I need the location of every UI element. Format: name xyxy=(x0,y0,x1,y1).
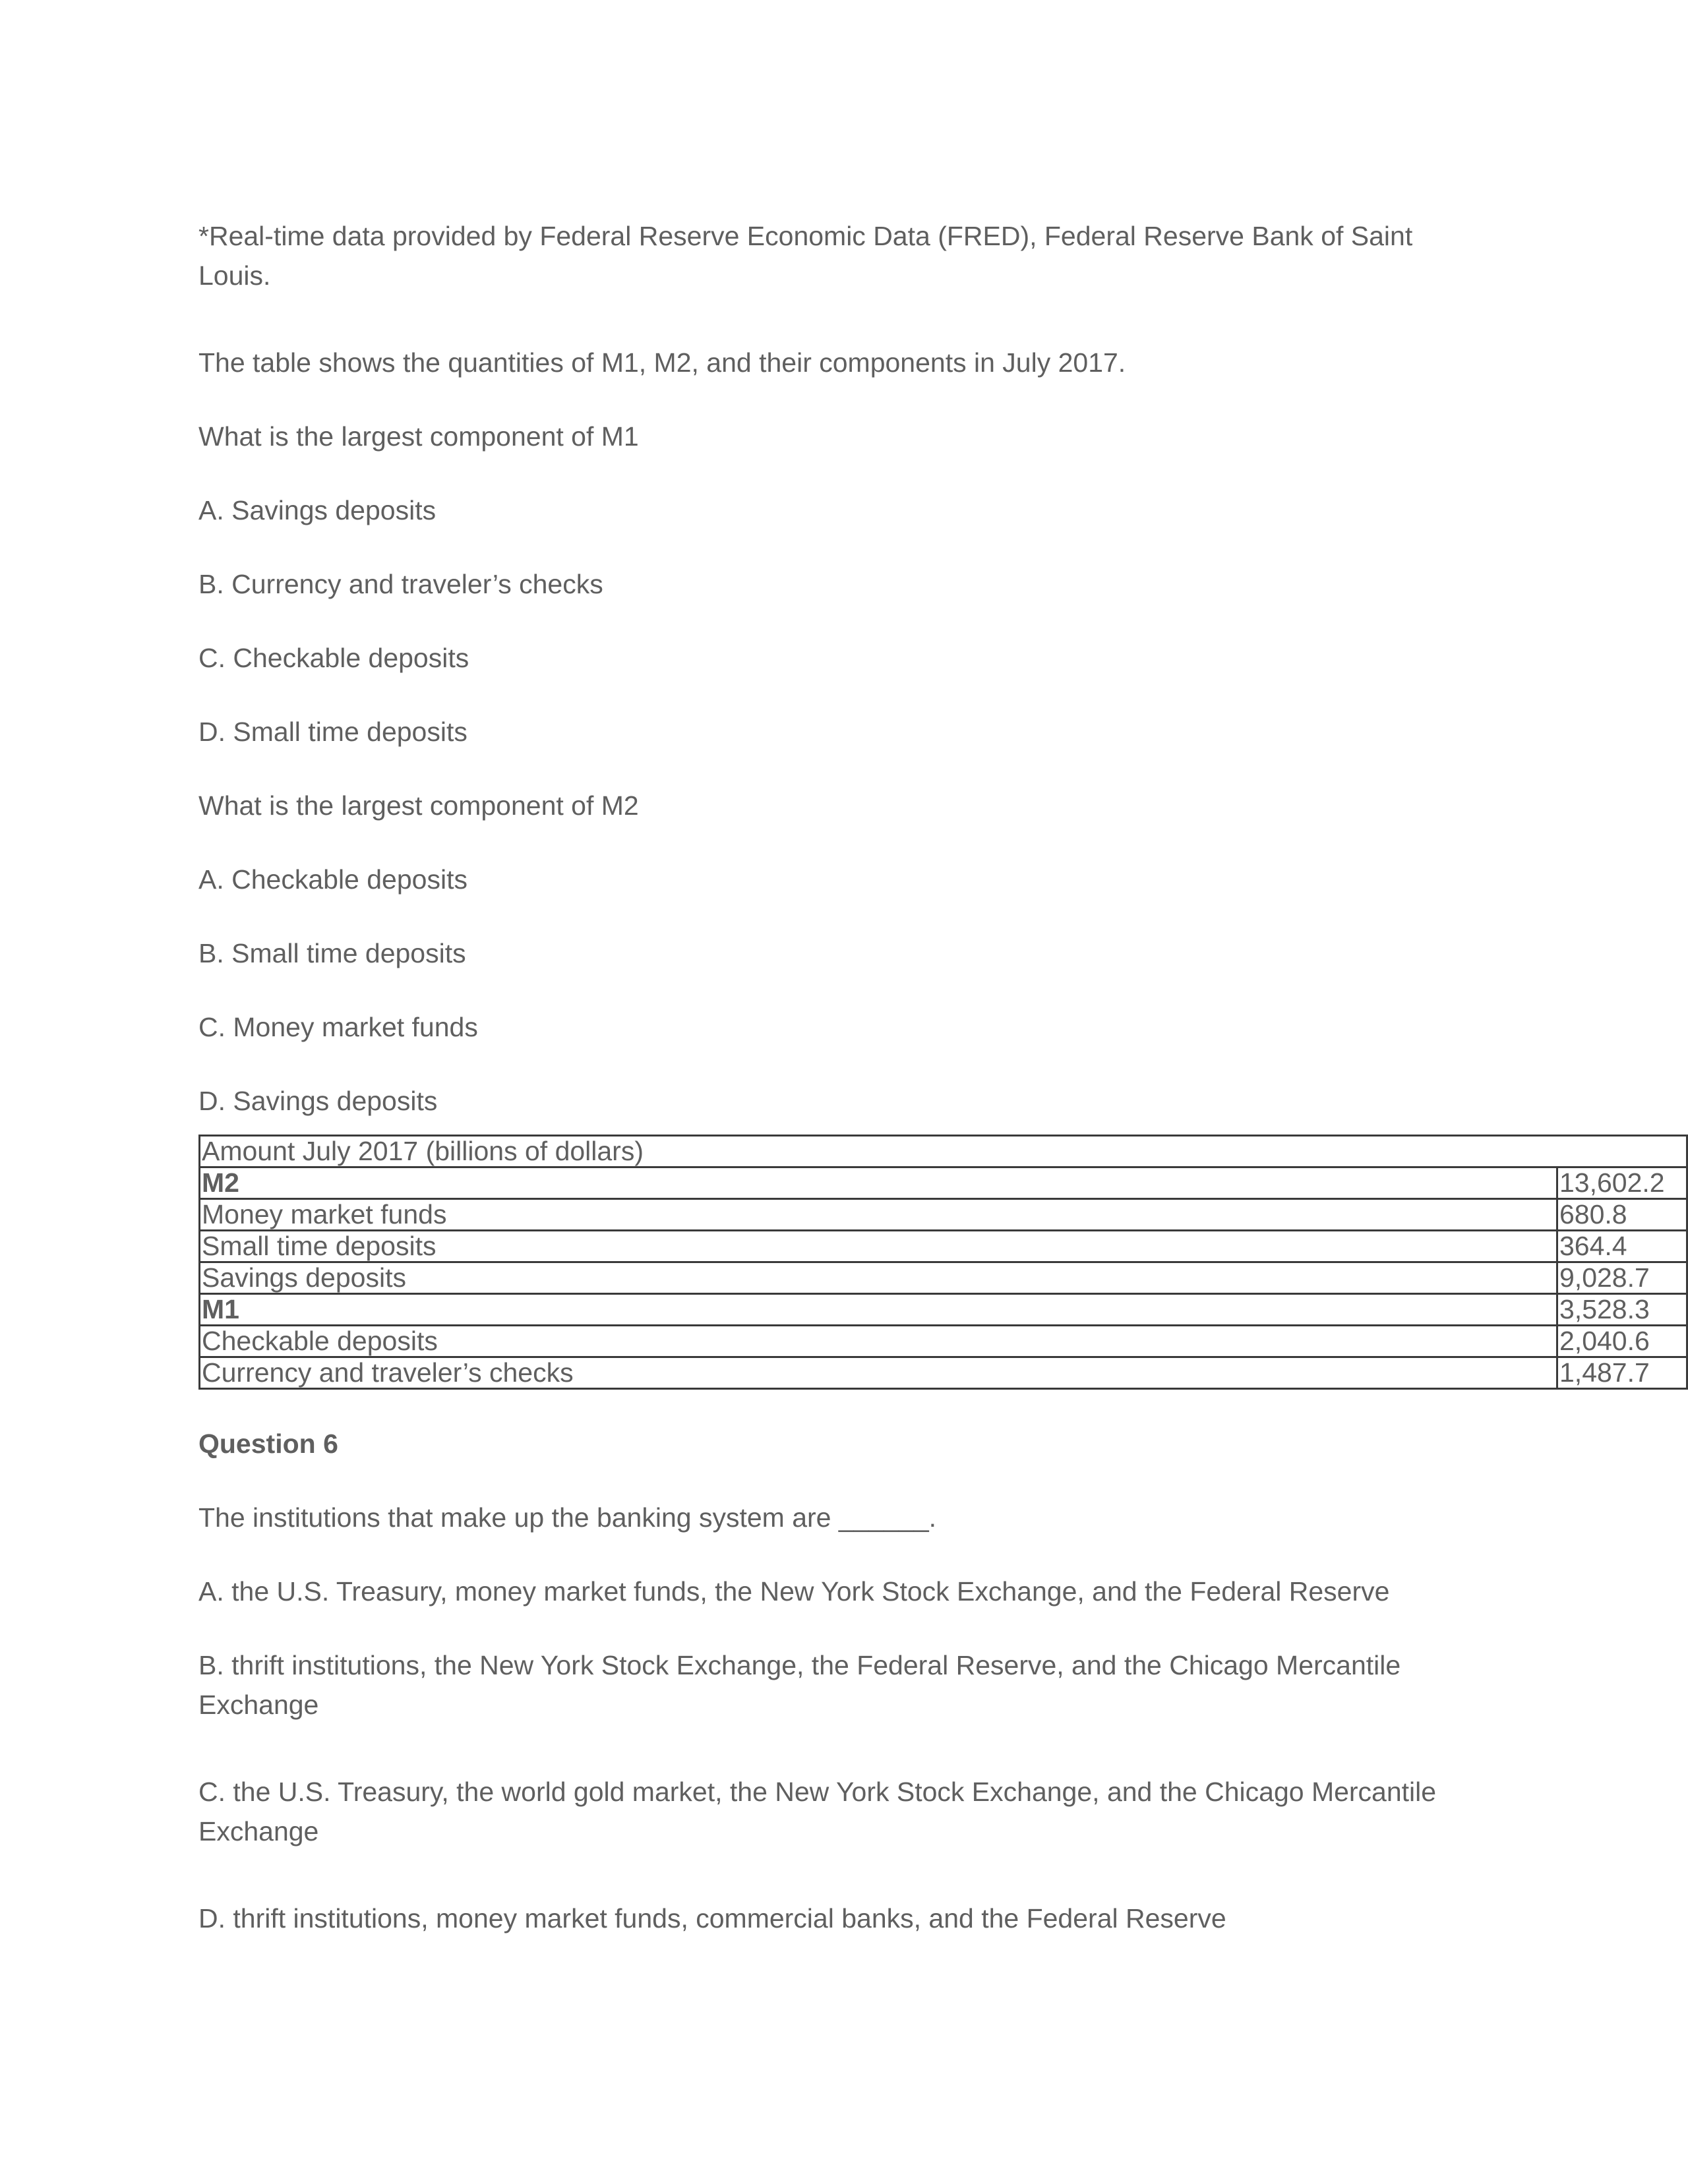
row-value: 364.4 xyxy=(1557,1231,1687,1262)
question-m1-option-d: D. Small time deposits xyxy=(198,717,467,747)
row-label: Checkable deposits xyxy=(200,1326,1557,1357)
row-value: 9,028.7 xyxy=(1557,1262,1687,1294)
table-row xyxy=(200,1231,1687,1262)
row-value: 3,528.3 xyxy=(1557,1294,1687,1326)
table-row xyxy=(200,1199,1687,1231)
row-label: Small time deposits xyxy=(200,1231,1557,1262)
row-label: M2 xyxy=(200,1167,1557,1199)
question-6-option-d: D. thrift institutions, money market funds, commercial banks, and the Federal Reserve xyxy=(198,1903,1226,1933)
question-m2-option-b: B. Small time deposits xyxy=(198,938,466,968)
row-label: Currency and traveler’s checks xyxy=(200,1357,1557,1389)
question-6-option-b: B. thrift institutions, the New York Stock Exchange, the Federal Reserve, and the Chicago Mercantile Exchange xyxy=(198,1650,1401,1720)
question-m1-option-c: C. Checkable deposits xyxy=(198,643,469,673)
row-value: 2,040.6 xyxy=(1557,1326,1687,1357)
question-6-prompt: The institutions that make up the banking system are ______. xyxy=(198,1502,937,1533)
table-intro-text: The table shows the quantities of M1, M2, and their components in July 2017. xyxy=(198,347,1126,378)
table-row xyxy=(200,1262,1687,1294)
question-m1-prompt: What is the largest component of M1 xyxy=(198,421,639,452)
row-label: M1 xyxy=(200,1294,1557,1326)
row-value: 1,487.7 xyxy=(1557,1357,1687,1389)
source-note: *Real-time data provided by Federal Reserve Economic Data (FRED), Federal Reserve Bank of Saint Louis. xyxy=(198,221,1413,291)
table-header-cell: Amount July 2017 (billions of dollars) xyxy=(200,1136,1687,1167)
question-m1-option-a: A. Savings deposits xyxy=(198,495,437,525)
table-row xyxy=(200,1326,1687,1357)
row-value: 680.8 xyxy=(1557,1199,1687,1231)
question-m2-option-d: D. Savings deposits xyxy=(198,1086,438,1116)
table-header-row xyxy=(200,1136,1687,1167)
money-supply-table xyxy=(198,1135,1688,1390)
question-6-option-c: C. the U.S. Treasury, the world gold market, the New York Stock Exchange, and the Chicago Mercantile Exchange xyxy=(198,1777,1437,1846)
question-6-option-a: A. the U.S. Treasury, money market funds, the New York Stock Exchange, and the Federal Reserve xyxy=(198,1576,1390,1607)
question-m2-prompt: What is the largest component of M2 xyxy=(198,790,639,821)
row-label: Savings deposits xyxy=(200,1262,1557,1294)
table-row xyxy=(200,1167,1687,1199)
question-m2-option-a: A. Checkable deposits xyxy=(198,864,467,895)
row-value: 13,602.2 xyxy=(1557,1167,1687,1199)
question-m1-option-b: B. Currency and traveler’s checks xyxy=(198,569,603,599)
question-6-heading: Question 6 xyxy=(198,1429,338,1459)
row-label: Money market funds xyxy=(200,1199,1557,1231)
question-m2-option-c: C. Money market funds xyxy=(198,1012,478,1042)
table-row xyxy=(200,1357,1687,1389)
table-row xyxy=(200,1294,1687,1326)
